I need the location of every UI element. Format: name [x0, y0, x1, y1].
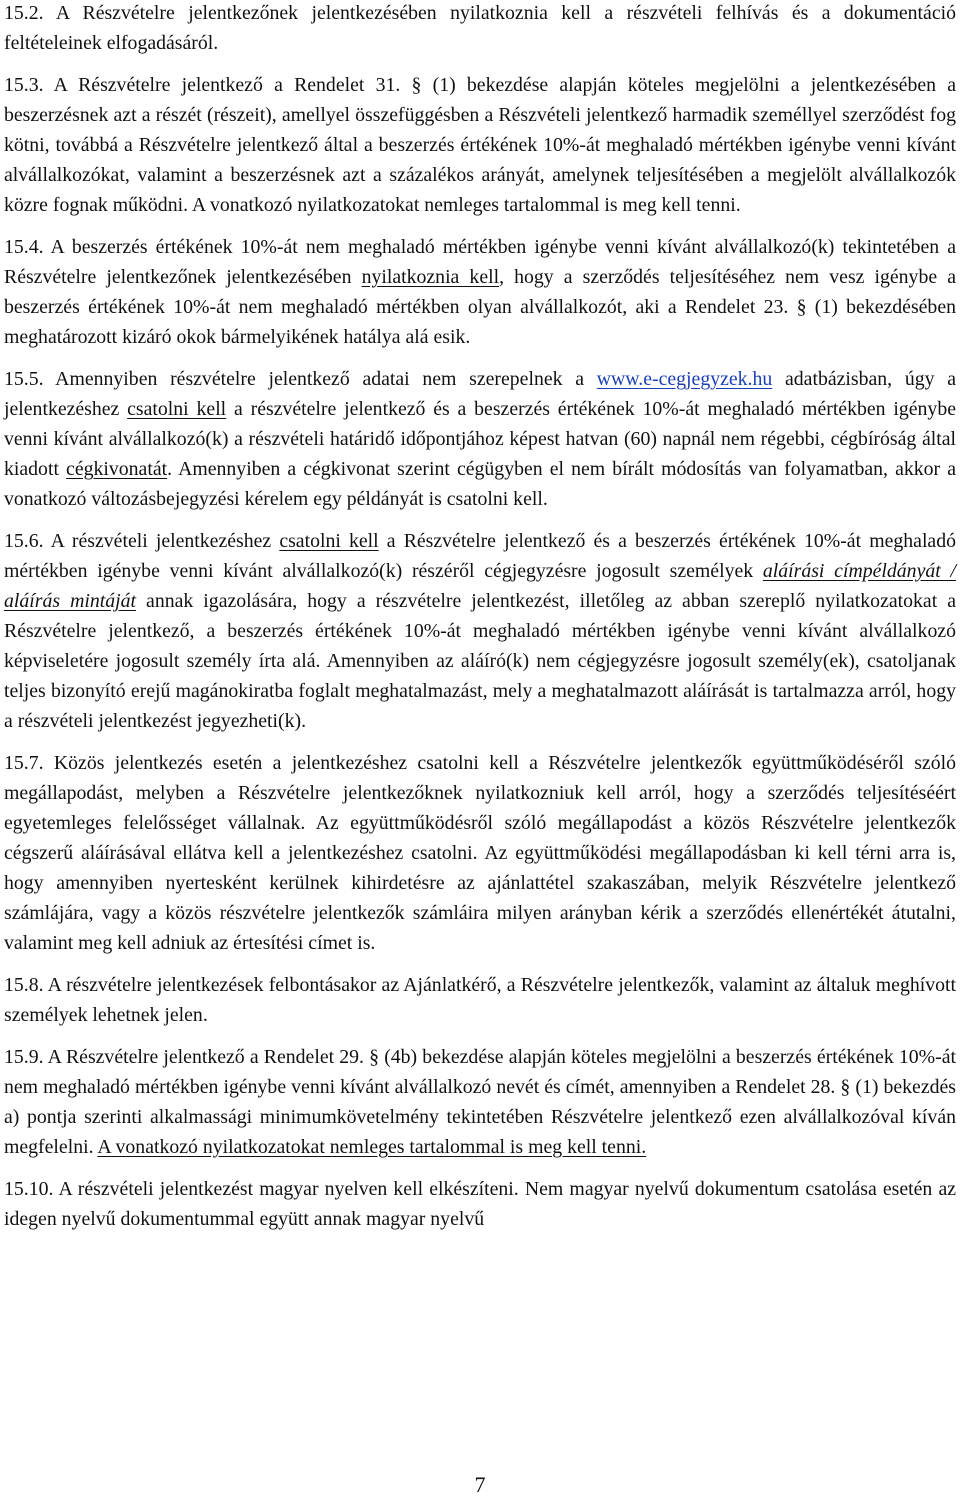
underlined-text: csatolni kell	[279, 530, 379, 552]
section-15-4: 15.4. A beszerzés értékének 10%-át nem meghaladó mértékben igénybe venni kívánt alvállalkozó(k) tekintetében a Részvételre jelentkezőnek jelentkezésében nyilatkoznia kell, hogy a szerződés teljesítéséhez nem vesz igénybe a beszerzés értékének 10%-át nem meghaladó mértékben olyan alvállalkozót, aki a Rendelet 23. § (1) bekezdésében meghatározott kizáró okok bármelyikének hatálya alá esik.	[4, 236, 956, 348]
cegjegyzek-link[interactable]: www.e-cegjegyzek.hu	[596, 368, 773, 390]
underlined-text: cégkivonatát	[66, 458, 168, 480]
section-15-2: 15.2. A Részvételre jelentkezőnek jelentkezésében nyilatkoznia kell a részvételi felhívás és a dokumentáció feltételeinek elfogadásáról.	[4, 2, 956, 54]
section-15-9: 15.9. A Részvételre jelentkező a Rendelet 29. § (4b) bekezdése alapján köteles megjelölni a beszerzés értékének 10%-át nem meghaladó mértékben igénybe venni kívánt alvállalkozó nevét és címét, amennyiben a Rendelet 28. § (1) bekezdés a) pontja szerinti alkalmassági minimumkövetelmény tekintetében Részvételre jelentkező ezen alvállalkozóval kíván megfelelni. A vonatkozó nyilatkozatokat nemleges tartalommal is meg kell tenni.	[4, 1046, 956, 1158]
page-number: 7	[474, 1472, 486, 1497]
italic-underlined-text: aláírási címpéldányát / aláírás mintáját	[4, 560, 956, 612]
section-15-5: 15.5. Amennyiben részvételre jelentkező adatai nem szerepelnek a www.e-cegjegyzek.hu adatbázisban, úgy a jelentkezéshez csatolni kell a részvételre jelentkező és a beszerzés értékének 10%-át meghaladó mértékben igénybe venni kívánt alvállalkozó(k) a részvételi határidő időpontjához képest hatvan (60) napnál nem régebbi, cégbíróság által kiadott cégkivonatát. Amennyiben a cégkivonat szerint cégügyben el nem bírált módosítás van folyamatban, akkor a vonatkozó változásbejegyzési kérelem egy példányát is csatolni kell.	[4, 368, 956, 510]
section-15-8: 15.8. A részvételre jelentkezések felbontásakor az Ajánlatkérő, a Részvételre jelentkezők, valamint az általuk meghívott személyek lehetnek jelen.	[4, 974, 956, 1026]
section-15-7: 15.7. Közös jelentkezés esetén a jelentkezéshez csatolni kell a Részvételre jelentkezők együttműködéséről szóló megállapodást, melyben a Részvételre jelentkezőknek nyilatkozniuk kell arról, hogy a szerződés teljesítéséért egyetemleges felelősséget vállalnak. Az együttműködésről szóló megállapodást a közös Részvételre jelentkezők cégszerű aláírásával ellátva kell a jelentkezéshez csatolni. Az együttműködési megállapodásban ki kell térni arra is, hogy amennyiben nyertesként kerülnek kihirdetésre az ajánlattétel szakaszában, melyik Részvételre jelentkező számlájára, vagy a közös részvételre jelentkezők számláira milyen arányban kérik a szerződés ellenértékét átutalni, valamint meg kell adniuk az értesítési címet is.	[4, 752, 956, 954]
section-15-6: 15.6. A részvételi jelentkezéshez csatolni kell a Részvételre jelentkező és a beszerzés értékének 10%-át meghaladó mértékben igénybe venni kívánt alvállalkozó(k) részéről cégjegyzésre jogosult személyek aláírási címpéldányát / aláírás mintáját annak igazolására, hogy a részvételre jelentkezést, illetőleg az abban szereplő nyilatkozatokat a Részvételre jelentkező, a beszerzés értékének 10%-át meghaladó mértékben igénybe venni kívánt alvállalkozó képviseletére jogosult személy írta alá. Amennyiben az aláíró(k) nem cégjegyzésre jogosult személy(ek), csatoljanak teljes bizonyító erejű magánokiratba foglalt meghatalmazást, mely a meghatalmazott aláírását is tartalmazza arról, hogy a részvételi jelentkezést jegyezheti(k).	[4, 530, 956, 732]
underlined-text: nyilatkoznia kell	[361, 266, 500, 288]
underlined-text: csatolni kell	[127, 398, 227, 420]
section-15-10: 15.10. A részvételi jelentkezést magyar nyelven kell elkészíteni. Nem magyar nyelvű dokumentum csatolása esetén az idegen nyelvű dokumentummal együtt annak magyar nyelvű	[4, 1178, 956, 1230]
underlined-text: A vonatkozó nyilatkozatokat nemleges tartalommal is meg kell tenni.	[97, 1136, 647, 1158]
document-page	[4, 0, 956, 1234]
section-15-3: 15.3. A Részvételre jelentkező a Rendelet 31. § (1) bekezdése alapján köteles megjelölni a jelentkezésében a beszerzésnek azt a részét (részeit), amellyel összefüggésben a Részvételi jelentkező harmadik személlyel szerződést fog kötni, továbbá a Részvételre jelentkező által a beszerzés értékének 10%-át meghaladó mértékben igénybe venni kívánt alvállalkozókat, valamint a beszerzésnek azt a százalékos arányát, amelynek teljesítésében a megjelölt alvállalkozók közre fognak működni. A vonatkozó nyilatkozatokat nemleges tartalommal is meg kell tenni.	[4, 74, 956, 216]
